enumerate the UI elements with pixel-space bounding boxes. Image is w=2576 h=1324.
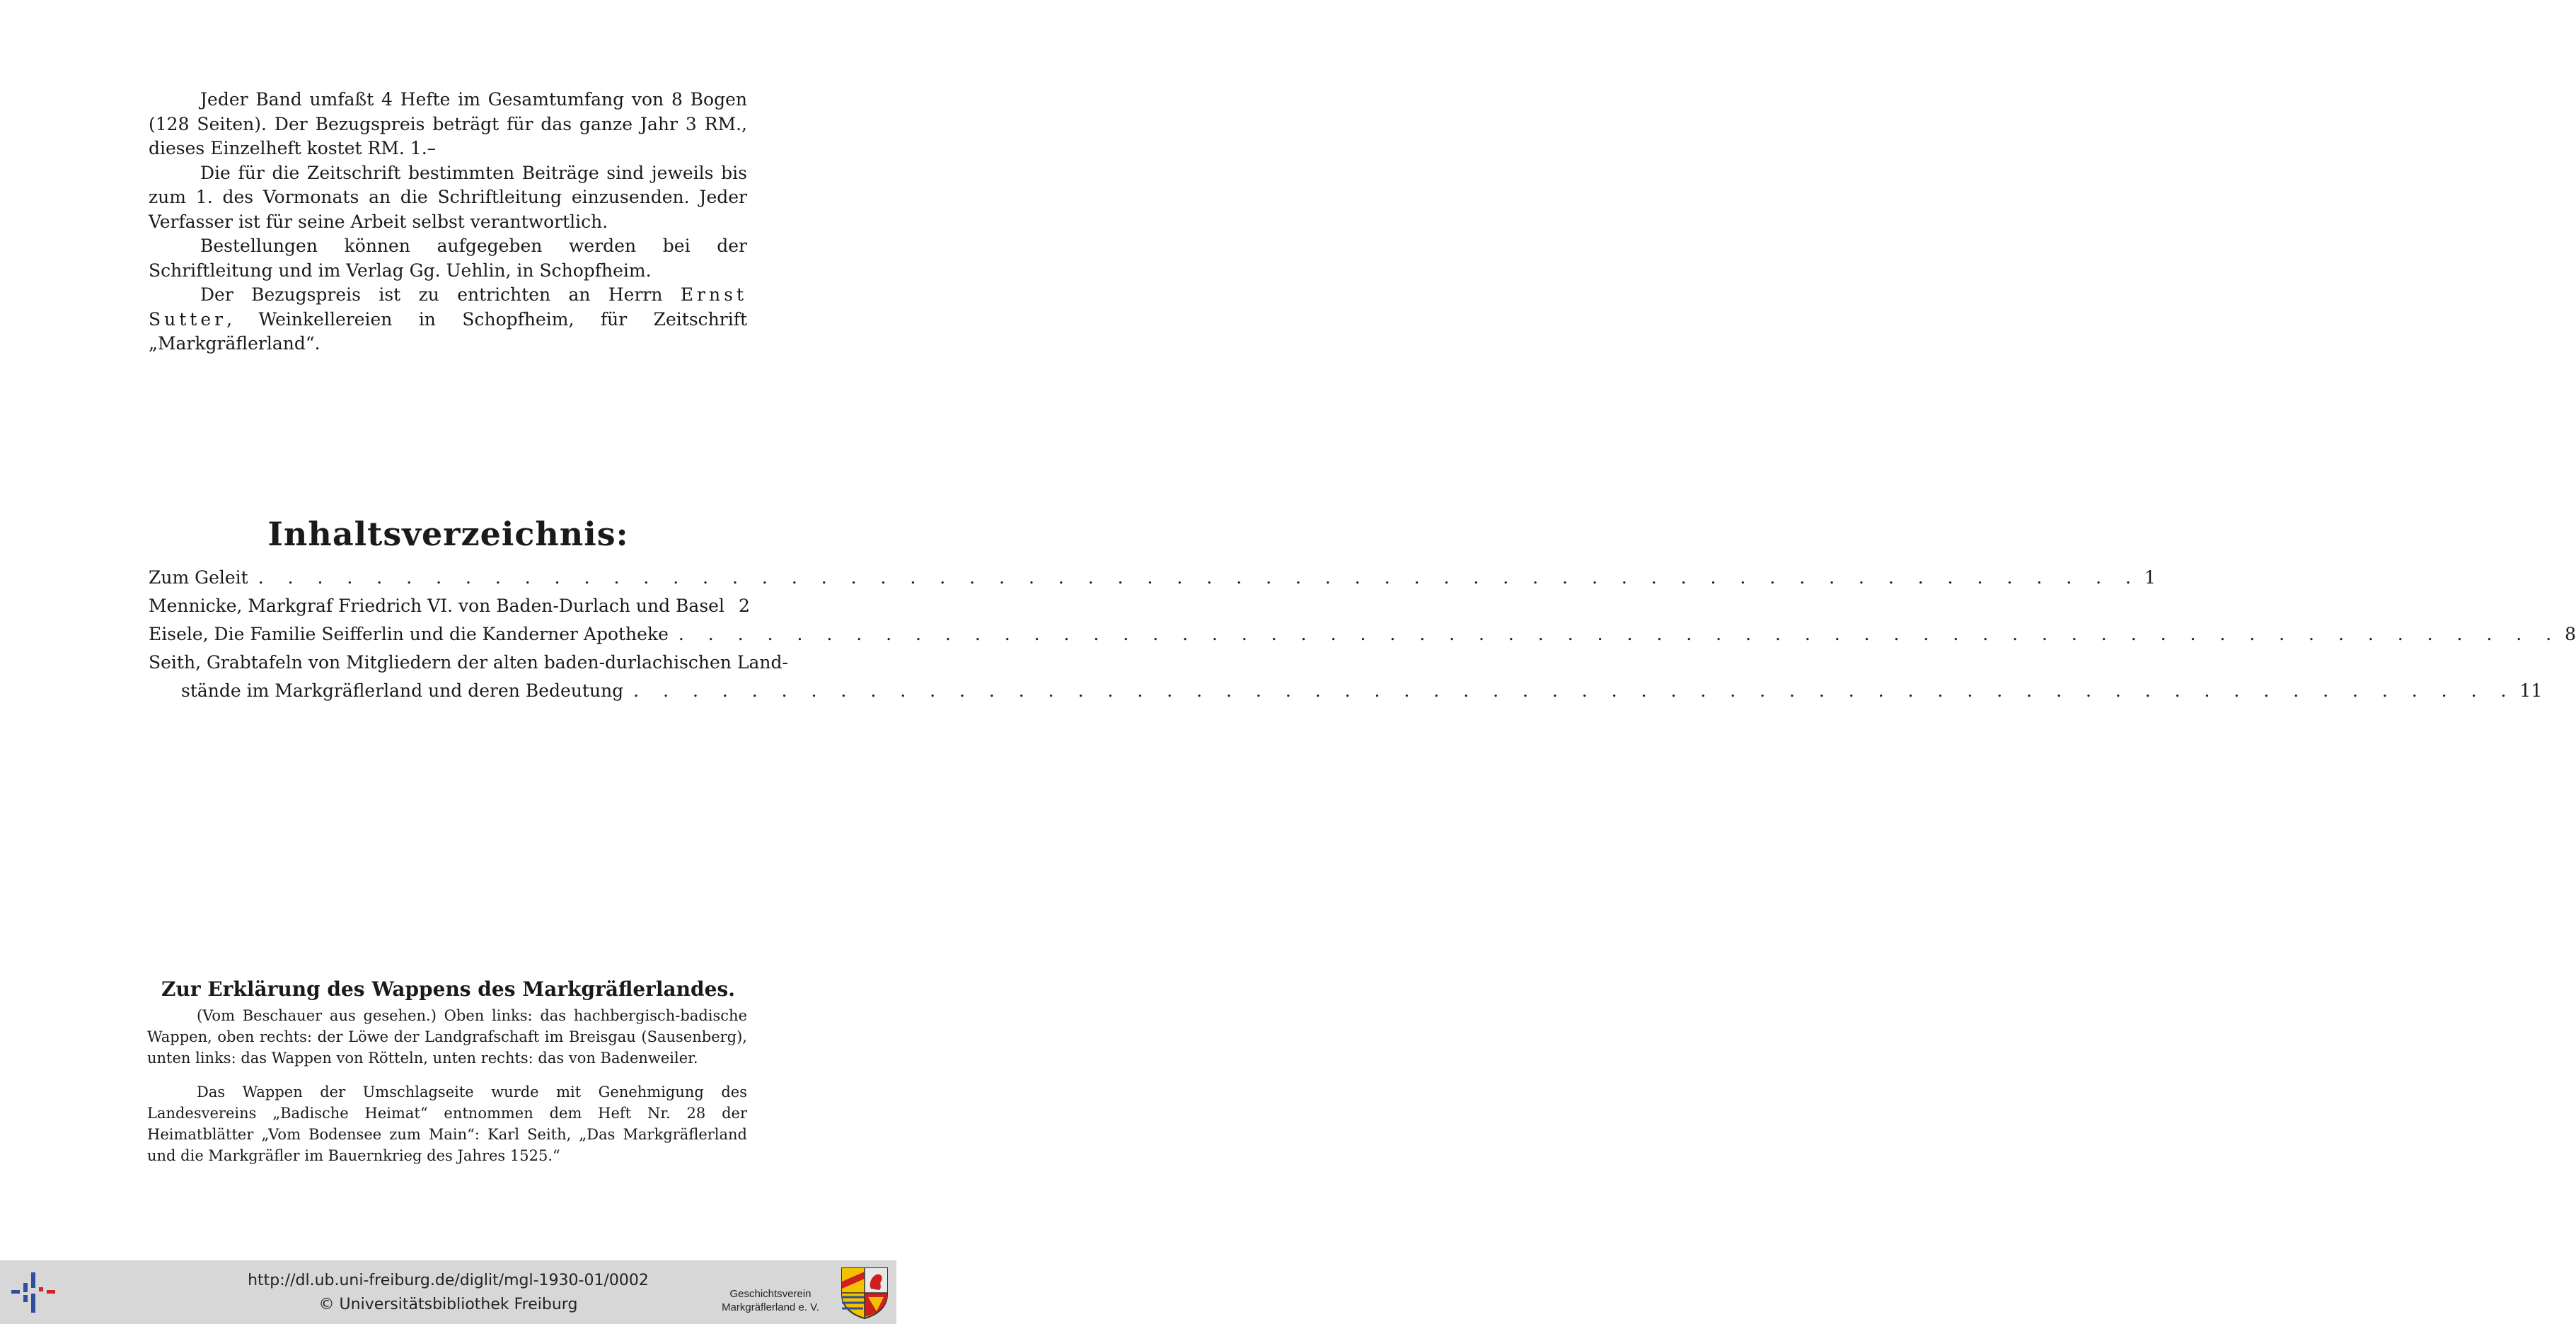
crest-paragraph-1: (Vom Beschauer aus gesehen.) Oben links: das hachbergisch-badische Wappen, oben rechts: der Löwe der Landgrafschaft im Breisgau (Sausenberg), unten links: das Wappen von Rötteln, unten rechts: das von Badenweiler. — [147, 1007, 747, 1067]
toc-leader-dots: . . . . . . . . . . . . . . . . . . . . . . . . . . . . . . . . . . . . . . . . . . . . . . . . . . . . . . . . . . . . . . . . — [678, 624, 2561, 644]
payment-text-end: , Weinkellereien in Schopfheim, für Zeitschrift „Markgräflerland“. — [149, 308, 747, 354]
toc-leader-dots: . . . . . . . . . . . . . . . . . . . . . . . . . . . . . . . . . . . . . . . . . . . . . . . . . . . . . . . . . . . . . . . . — [633, 680, 2516, 701]
toc-entry-title-line2: stände im Markgräflerland und deren Bedeutung — [181, 680, 624, 701]
toc-entry — [149, 596, 750, 624]
payee-name: Ernst Sutter — [149, 284, 747, 330]
copyright-notice: © Universitätsbibliothek Freiburg — [318, 1296, 578, 1313]
library-footer — [0, 1260, 896, 1324]
toc-leader-dots: . . . . . . . . . . . . . . . . . . . . . . . . . . . . . . . . . . . . . . . . . . . . . . . . . . . . . . . . . . . . . . . . — [258, 567, 2140, 588]
table-of-contents — [149, 567, 2576, 709]
toc-heading: Inhaltsverzeichnis: — [267, 515, 629, 553]
toc-entry-title: Seith, Grabtafeln von Mitgliedern der alten baden-durlachischen Land- — [149, 652, 788, 673]
toc-entry-title: Mennicke, Markgraf Friedrich VI. von Baden-Durlach und Basel — [149, 596, 724, 616]
toc-page-number: 8 — [2565, 624, 2576, 644]
coat-of-arms-icon — [840, 1266, 889, 1320]
intro-paragraph-3: Bestellungen können aufgegeben werden bei der Schriftleitung und im Verlag Gg. Uehlin, in Schopfheim. — [149, 236, 747, 281]
toc-entry — [149, 652, 2543, 709]
toc-entry — [149, 567, 2156, 596]
permalink-url[interactable]: http://dl.ub.uni-freiburg.de/diglit/mgl-1930-01/0002 — [248, 1272, 649, 1289]
intro-paragraph-1: Jeder Band umfaßt 4 Hefte im Gesamtumfang von 8 Bogen (128 Seiten). Der Bezugspreis beträgt für das ganze Jahr 3 RM., dieses Einzelheft kostet RM. 1.– — [149, 89, 747, 158]
toc-entry — [149, 624, 2576, 652]
society-name-line2: Markgräflerland e. V. — [722, 1301, 819, 1313]
toc-entry-title: Zum Geleit — [149, 567, 248, 588]
intro-paragraph-2: Die für die Zeitschrift bestimmten Beiträge sind jeweils bis zum 1. des Vormonats an die Schriftleitung einzusenden. Jeder Verfasser ist für seine Arbeit selbst verantwortlich. — [149, 162, 747, 232]
subscription-info — [149, 88, 747, 356]
intro-paragraph-4 — [149, 283, 747, 356]
crest-explanation-heading: Zur Erklärung des Wappens des Markgräflerlandes. — [161, 977, 735, 1001]
toc-entry-continuation — [149, 680, 2543, 709]
payment-text: Der Bezugspreis ist zu entrichten an Herrn — [200, 284, 663, 305]
society-name-line1: Geschichtsverein — [729, 1288, 812, 1300]
crest-explanation — [147, 1005, 747, 1166]
toc-entry-title: Eisele, Die Familie Seifferlin und die Kanderner Apotheke — [149, 624, 669, 644]
toc-page-number: 2 — [738, 596, 750, 616]
toc-page-number: 11 — [2519, 680, 2543, 701]
society-name — [707, 1287, 833, 1314]
crest-paragraph-2: Das Wappen der Umschlagseite wurde mit Genehmigung des Landesvereins „Badische Heimat“ entnommen dem Heft Nr. 28 der Heimatblätter „Vom Bodensee zum Main“: Karl Seith, „Das Markgräflerland und die Markgräfler im Bauernkrieg des Jahres 1525.“ — [147, 1084, 747, 1164]
toc-page-number: 1 — [2144, 567, 2156, 588]
